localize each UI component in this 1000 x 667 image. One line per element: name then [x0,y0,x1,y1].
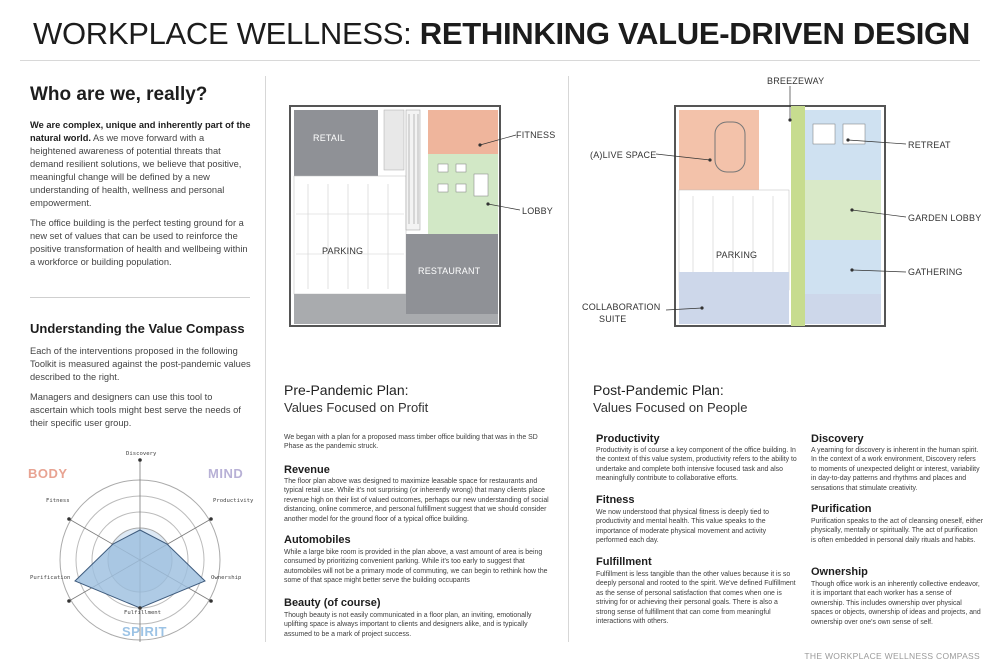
compass-axis-label-fulfillment: Fulfillment [124,610,162,616]
node-discovery [138,458,142,462]
value-compass [28,448,260,644]
compass-label-spirit: SPIRIT [122,624,167,639]
post-plan-label-breezeway: BREEZEWAY [767,76,825,86]
node-productivity [209,517,213,521]
post-section-heading-purification: Purification [811,503,872,515]
post-section-text-discovery: A yearning for discovery is inherent in the human spirit. In the context of a work environment, Discovery refers to moments of unexpected delight or interest, variability in day-to-day patterns and rhythms and places and sensations that stimulate creativity. [811,447,980,492]
pre-section-text-revenue: The floor plan above was designed to maximize leasable space for restaurants and typical retail use. While it's not surprising (or inherently wrong) that many clients place revenue high on their list of valued outcomes, perhaps our new understanding of social distancing, online commerce, and personal fulfillment suggest that we should consider another model for the ground floor of a typical office building. [284,478,549,523]
compass-axis-label-purification: Purification [30,575,71,581]
post-plan-subtitle: Values Focused on People [593,400,748,415]
pre-plan-label-parking: PARKING [322,246,364,256]
intro-lead-bold: We are complex, unique and inherently part of the natural world. [30,120,251,143]
post-plan-label-collaboration: COLLABORATION [582,302,661,312]
post-section-text-ownership: Though office work is an inherently collective endeavor, it is important that each worker has a sense of ownership. This includes ownership over physical spaces or objects, ownership of ideas and projects, and ownership over one's own sense of self. [811,581,981,626]
compass-axis-label-fitness: Fitness [46,498,70,504]
post-plan-leader-lines [656,84,906,324]
post-plan-heading [593,382,893,416]
column-divider-2 [568,76,569,642]
page-title [33,16,970,52]
post-section-heading-discovery: Discovery [811,433,864,445]
node-fitness [67,517,71,521]
compass-paragraph-2: Managers and designers can use this tool to ascertain which tools might best serve the needs of their specific user group. [30,392,241,428]
post-section-text-fulfillment: Fulfillment is less tangible than the other values because it is so deeply personal and rooted to the spirit. We've defined Fulfillment as the sense of personal satisfaction that comes when one is striving for or achieving their personal goals. There is also a strong sense of fulfillment that can come from meaningful interactions with others. [596,571,796,626]
column-divider-1 [265,76,266,642]
pre-plan-heading [284,382,554,416]
pre-plan-label-fitness: FITNESS [516,130,556,140]
intro-heading: Who are we, really? [30,84,208,105]
post-plan-label-alive-space: (A)LIVE SPACE [590,150,657,160]
intro-paragraph-2: The office building is the perfect testing ground for a new set of values that can be used to reinforce the positive transformation of health and wellbeing within a workforce or building population. [30,218,248,267]
pre-section-heading-revenue: Revenue [284,464,330,476]
compass-heading: Understanding the Value Compass [30,321,245,336]
pre-section-text-automobiles: While a large bike room is provided in the plan above, a vast amount of area is being consumed by prioritizing convenient parking. While it's too early to suggest that automobiles will not be a primary mode of commuting, we can begin to rethink how the some of that space might better serve the building occupants [284,549,548,585]
post-plan-title: Post-Pandemic Plan: [593,382,724,398]
compass-label-mind: MIND [208,466,244,481]
pre-section-heading-beauty: Beauty (of course) [284,597,381,609]
post-section-text-purification: Purification speaks to the act of cleansing oneself, either physically, mentally or spiritually. The act of purification is often embedded in personal daily rituals and habits. [811,518,983,544]
pre-plan-title: Pre-Pandemic Plan: [284,382,409,398]
post-section-heading-productivity: Productivity [596,433,660,445]
footer-caption: THE WORKPLACE WELLNESS COMPASS [804,651,980,661]
post-plan-label-parking: PARKING [716,250,758,260]
title-light: WORKPLACE WELLNESS: [33,16,420,51]
node-purification [67,599,71,603]
post-plan-label-garden-lobby: GARDEN LOBBY [908,213,982,223]
pre-plan-leader-lines [460,130,520,220]
pre-plan-subtitle: Values Focused on Profit [284,400,429,415]
compass-axis-label-ownership: Ownership [211,575,242,581]
post-section-text-productivity: Productivity is of course a key component of the office building. In the context of this value system, productivity refers to the ability to undertake and complete both intensive focused task and also meaningfully contribute to collaborative efforts. [596,447,797,483]
pre-section-heading-automobiles: Automobiles [284,534,351,546]
post-section-heading-fulfillment: Fulfillment [596,556,652,568]
compass-value-shape [75,530,205,608]
pre-plan-intro: We began with a plan for a proposed mass timber office building that was in the SD Phase as the pandemic struck. [284,434,538,451]
intro-paragraph-1 [30,119,252,210]
post-plan-label-suite: SUITE [599,314,627,324]
post-plan-label-retreat: RETREAT [908,140,951,150]
pre-section-text-beauty: Though beauty is not easily communicated in a floor plan, an inviting, emotionally uplifting space is always important to clients and designers alike, and is typically assumed to be a mark of project success. [284,612,532,638]
left-divider [30,297,250,298]
post-plan-label-gathering: GATHERING [908,267,963,277]
compass-axis-label-productivity: Productivity [213,498,254,504]
post-section-heading-ownership: Ownership [811,566,868,578]
post-section-text-fitness: We now understood that physical fitness is deeply tied to productivity and mental health. This value speaks to the importance of moderate physical movement and activity performed each day. [596,509,770,545]
pre-plan-label-lobby: LOBBY [522,206,554,216]
compass-label-body: BODY [28,466,68,481]
pre-plan-label-retail: RETAIL [313,133,346,143]
compass-paragraph-1: Each of the interventions proposed in the following Toolkit is measured against the post-pandemic values described to the right. [30,346,251,382]
intro-lead-rest: As we move forward with a heightened awareness of potential threats that demand resilient solutions, we believe that positive, meaningful change will be defined by a new understanding of health, wellness and personal empowerment. [30,133,242,208]
header-rule [20,60,980,61]
compass-axis-label-discovery: Discovery [126,451,157,457]
node-ownership [209,599,213,603]
pre-plan-label-restaurant: RESTAURANT [418,266,481,276]
post-section-heading-fitness: Fitness [596,494,635,506]
title-bold: RETHINKING VALUE-DRIVEN DESIGN [419,16,970,51]
